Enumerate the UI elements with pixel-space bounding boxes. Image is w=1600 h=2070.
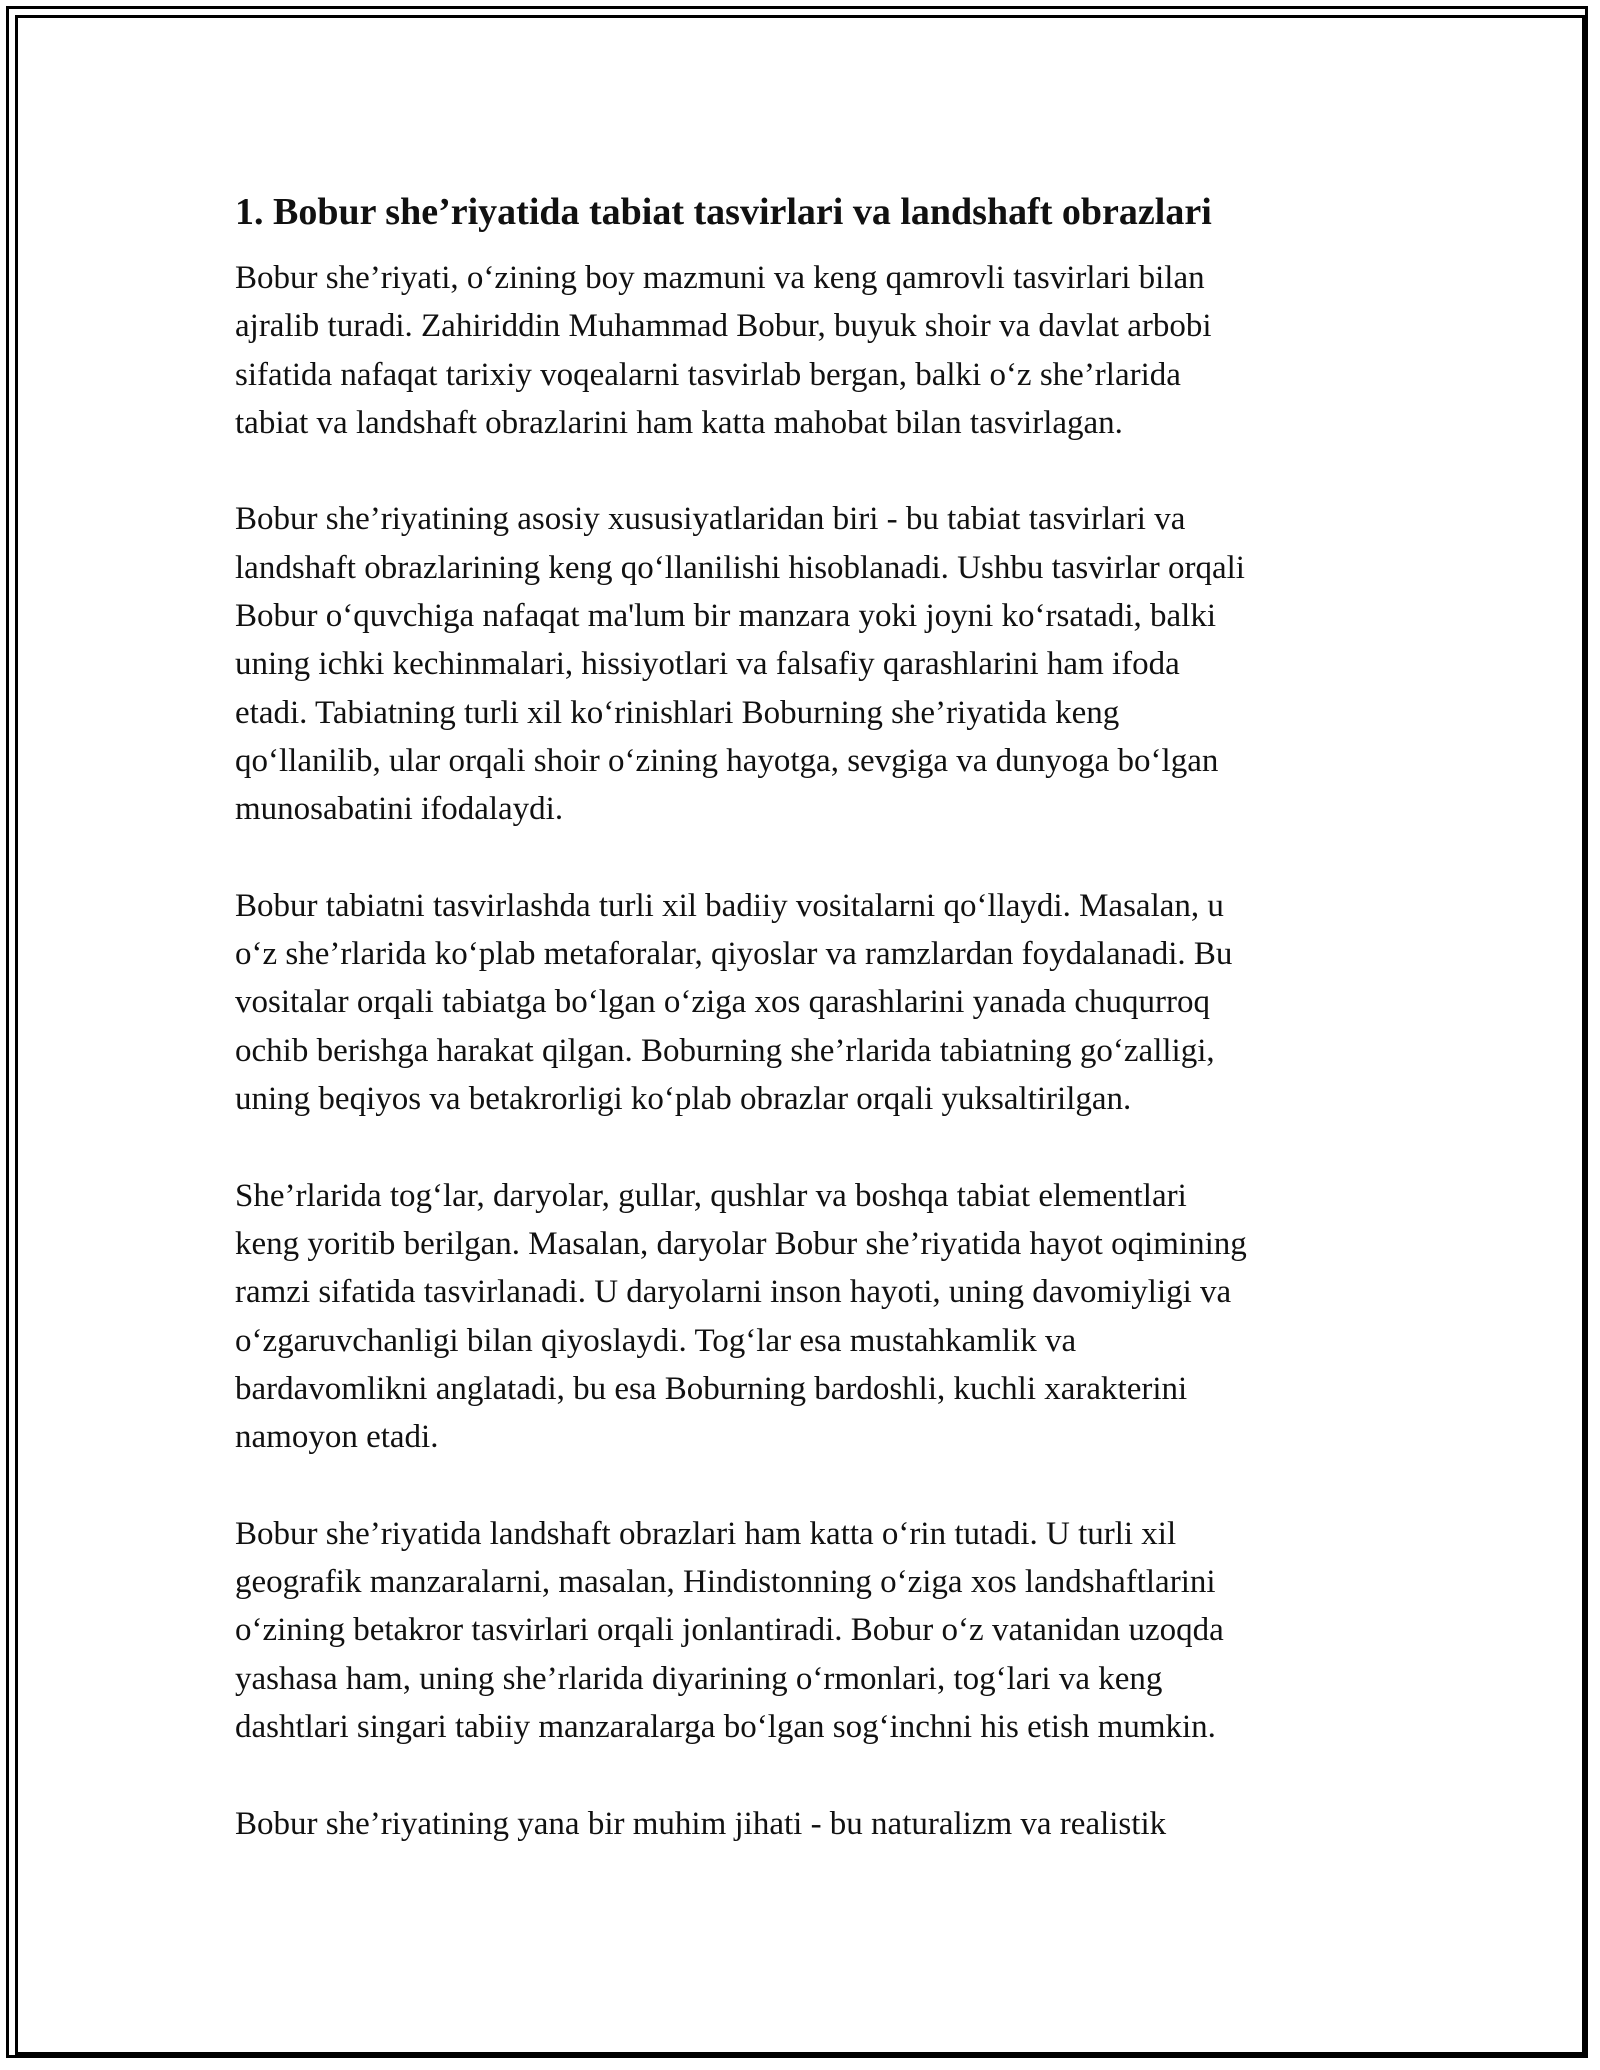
paragraph-6 — [235, 1800, 1370, 1848]
paragraph-line: Bobur o‘quvchiga nafaqat ma'lum bir manzara yoki joyni ko‘rsatadi, balki — [235, 598, 1216, 635]
paragraph-line: bardavomlikni anglatadi, bu esa Boburning bardoshli, kuchli xarakterini — [235, 1370, 1188, 1407]
paragraph-line: tabiat va landshaft obrazlarini ham katta mahobat bilan tasvirlagan. — [235, 404, 1123, 441]
paragraph-line: o‘zining betakror tasvirlari orqali jonlantiradi. Bobur o‘z vatanidan uzoqda — [235, 1612, 1224, 1649]
document-body — [235, 188, 1370, 1896]
paragraph-line: Bobur tabiatni tasvirlashda turli xil badiiy vositalarni qo‘llaydi. Masalan, u — [235, 887, 1224, 924]
paragraph-line: yashasa ham, uning she’rlarida diyarining o‘rmonlari, tog‘lari va keng — [235, 1660, 1163, 1697]
paragraph-line: geografik manzaralarni, masalan, Hindistonning o‘ziga xos landshaftlarini — [235, 1564, 1216, 1601]
section-heading: 1. Bobur she’riyatida tabiat tasvirlari va landshaft obrazlari — [235, 191, 1212, 233]
paragraph-line: o‘z she’rlarida ko‘plab metaforalar, qiyoslar va ramzlardan foydalanadi. Bu — [235, 936, 1233, 973]
paragraph-line: Bobur she’riyati, o‘zining boy mazmuni va keng qamrovli tasvirlari bilan — [235, 260, 1205, 296]
paragraph-line: uning beqiyos va betakrorligi ko‘plab obrazlar orqali yuksaltirilgan. — [235, 1081, 1132, 1118]
paragraph-line: Bobur she’riyatida landshaft obrazlari ham katta o‘rin tutadi. U turli xil — [235, 1515, 1177, 1552]
paragraph-line: Bobur she’riyatining yana bir muhim jihati - bu naturalizm va realistik — [235, 1805, 1167, 1842]
paragraph-3 — [235, 882, 1370, 1123]
paragraph-line: ochib berishga harakat qilgan. Boburning she’rlarida tabiatning go‘zalligi, — [235, 1032, 1215, 1069]
paragraph-line: Bobur she’riyatining asosiy xususiyatlaridan biri - bu tabiat tasvirlari va — [235, 501, 1186, 538]
paragraph-5 — [235, 1510, 1370, 1751]
paragraph-line: o‘zgaruvchanligi bilan qiyoslaydi. Tog‘lar esa mustahkamlik va — [235, 1322, 1077, 1359]
paragraph-2 — [235, 495, 1370, 833]
paragraph-line: landshaft obrazlarining keng qo‘llanilishi hisoblanadi. Ushbu tasvirlar orqali — [235, 549, 1245, 586]
paragraph-line: munosabatini ifodalaydi. — [235, 791, 564, 828]
paragraph-4 — [235, 1172, 1370, 1462]
paragraph-line: ramzi sifatida tasvirlanadi. U daryolarni inson hayoti, uning davomiyligi va — [235, 1274, 1232, 1311]
paragraph-line: ajralib turadi. Zahiriddin Muhammad Bobur, buyuk shoir va davlat arbobi — [235, 308, 1212, 345]
paragraph-line: vositalar orqali tabiatga bo‘lgan o‘ziga xos qarashlarini yanada chuqurroq — [235, 984, 1210, 1021]
paragraph-line: qo‘llanilib, ular orqali shoir o‘zining hayotga, sevgiga va dunyoga bo‘lgan — [235, 742, 1219, 779]
paragraph-line: namoyon etadi. — [235, 1419, 439, 1456]
paragraph-line: dashtlari singari tabiiy manzaralarga bo‘lgan sog‘inchni his etish mumkin. — [235, 1708, 1216, 1745]
paragraph-line: etadi. Tabiatning turli xil ko‘rinishlari Boburning she’riyatida keng — [235, 694, 1120, 731]
paragraph-line: She’rlarida tog‘lar, daryolar, gullar, qushlar va boshqa tabiat elementlari — [235, 1177, 1187, 1214]
paragraph-line: uning ichki kechinmalari, hissiyotlari va falsafiy qarashlarini ham ifoda — [235, 646, 1180, 683]
paragraph-line: keng yoritib berilgan. Masalan, daryolar Bobur she’riyatida hayot oqimining — [235, 1225, 1247, 1262]
paragraph-line: sifatida nafaqat tarixiy voqealarni tasvirlab bergan, balki o‘z she’rlarida — [235, 356, 1181, 393]
paragraph-1 — [235, 254, 1370, 447]
